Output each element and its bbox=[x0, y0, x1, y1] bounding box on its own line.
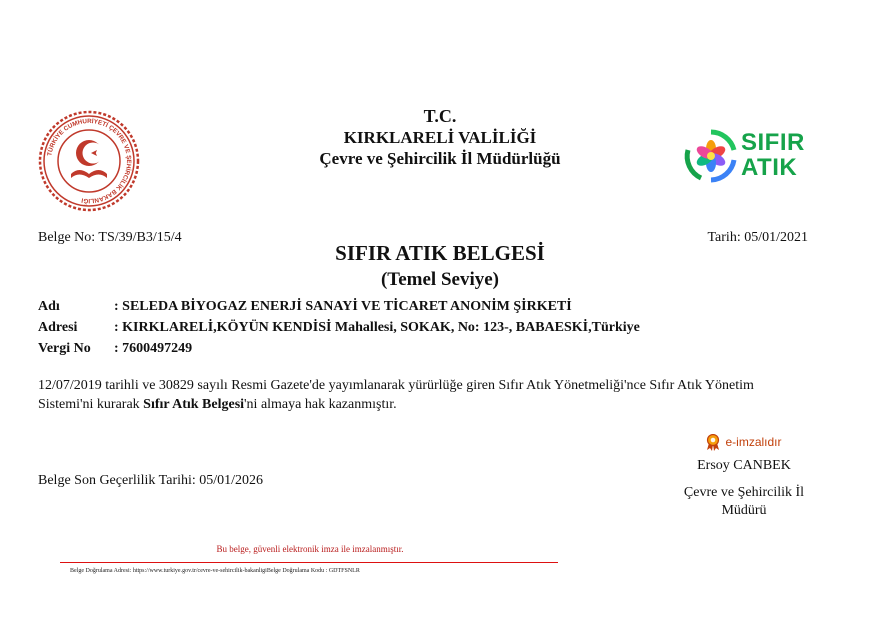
document-date: Tarih: 05/01/2021 bbox=[707, 230, 808, 245]
document-subtitle: (Temel Seviye) bbox=[380, 269, 500, 290]
info-value: : KIRKLARELİ,KÖYÜN KENDİSİ Mahallesi, SOKAK, No: 123-, BABAESKİ,Türkiye bbox=[114, 319, 640, 335]
header-directorate: Çevre ve Şehircilik İl Müdürlüğü bbox=[319, 149, 561, 168]
info-value: : 7600497249 bbox=[114, 340, 193, 356]
info-label: Adı bbox=[38, 298, 60, 314]
statement-text: 'ni almaya hak kazanmıştır. bbox=[244, 397, 397, 412]
logo-text-line2: ATIK bbox=[741, 154, 798, 181]
belge-no: Belge No: TS/39/B3/15/4 bbox=[38, 230, 182, 245]
seal-ring-text: TÜRKİYE CUMHURİYETİ ÇEVRE VE ŞEHİRCİLİK BAKANLIĞI bbox=[46, 117, 133, 205]
info-row-tax-no bbox=[38, 338, 640, 359]
company-info bbox=[38, 296, 640, 359]
expiry-date: Belge Son Geçerlilik Tarihi: 05/01/2026 bbox=[38, 473, 264, 488]
info-label: Adresi bbox=[38, 319, 78, 335]
sifir-atik-logo bbox=[683, 128, 813, 184]
header-governorship: KIRKLARELİ VALİLİĞİ bbox=[343, 128, 537, 147]
header-tc: T.C. bbox=[423, 106, 457, 126]
signer-name: Ersoy CANBEK bbox=[697, 458, 791, 473]
signer-title-line2: Müdürü bbox=[721, 503, 767, 518]
info-row-name bbox=[38, 296, 640, 317]
statement-line2 bbox=[38, 395, 838, 414]
statement-line1: 12/07/2019 tarihli ve 30829 sayılı Resmi Gazete'de yayımlanarak yürürlüğe giren Sıfır Atık Yönetmeliği'nce Sıfır Atık Yönetim bbox=[38, 378, 754, 393]
certificate-statement bbox=[38, 376, 838, 414]
signer-title: Çevre ve Şehircilik İl bbox=[683, 485, 805, 500]
statement-text: Sistemi'ni kurarak bbox=[38, 397, 144, 412]
recycle-flower-icon bbox=[683, 128, 739, 184]
info-label: Vergi No bbox=[38, 340, 91, 356]
info-value: : SELEDA BİYOGAZ ENERJİ SANAYİ VE TİCARET ANONİM ŞİRKETİ bbox=[114, 298, 572, 314]
signature-block bbox=[666, 433, 822, 520]
e-signature-label: e-imzalıdır bbox=[725, 435, 782, 449]
logo-text-line1: SIFIR bbox=[741, 129, 805, 156]
award-ribbon-icon bbox=[706, 434, 720, 451]
statement-bold: Sıfır Atık Belgesi bbox=[143, 397, 245, 412]
e-signature-badge bbox=[666, 433, 822, 451]
footer-divider bbox=[60, 562, 558, 563]
info-row-address bbox=[38, 317, 640, 338]
document-title: SIFIR ATIK BELGESİ bbox=[335, 241, 545, 265]
verification-address: Belge Doğrulama Adresi: https://www.turkiye.gov.tr/cevre-ve-sehircilik-bakanligiBelge Doğrulama Kodu : GDTFSNLR bbox=[70, 568, 360, 574]
e-signature-note: Bu belge, güvenli elektronik imza ile imzalanmıştır. bbox=[216, 544, 404, 554]
